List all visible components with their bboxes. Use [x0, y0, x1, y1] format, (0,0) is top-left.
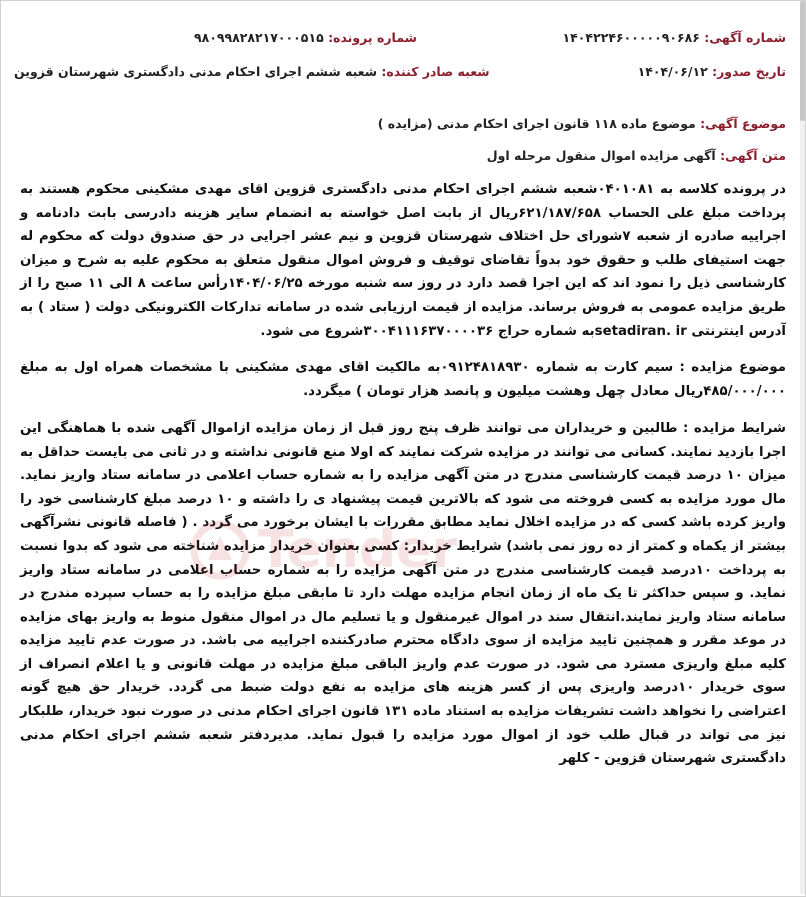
notice-text-value: آگهی مزایده اموال منقول مرحله اول: [486, 148, 716, 163]
subject-label: موضوع آگهی:: [700, 116, 786, 131]
issuer-value: شعبه ششم اجرای احکام مدنی دادگستری شهرستان قزوین: [14, 64, 378, 79]
case-number-value: ۹۸۰۹۹۸۲۸۲۱۷۰۰۰۵۱۵: [194, 30, 324, 45]
meta-row-issue: [10, 64, 792, 98]
notice-number: [563, 30, 786, 45]
body-paragraph-case: در پرونده کلاسه به ۰۴۰۱۰۸۱شعبه ششم اجرای احکام مدنی دادگستری قزوین اقای مهدی مشکینی محکوم هستند به پرداخت مبلغ علی الحساب ۶۲۱/۱۸۷/۶۵۸ریال از بابت اصل خواسته به انضمام سایر هزینه دادرسی بابت دادنامه و اجراییه صادره از شعبه ۷شورای حل اختلاف شهرستان قزوین و نیم عشر اجرایی در حق صندوق دولت که محکوم له جهت استیفای طلب و حقوق خود بدواً تقاضای توقیف و فروش اموال منقول متعلق به محکوم علیه به شرح و میزان کارشناسی ذیل را نمود اند که این اجرا قصد دارد در روز سه شنبه مورخه ۱۴۰۴/۰۶/۲۵رأس ساعت ۸ الی ۱۱ صبح را از طریق مزایده عمومی به فروش برساند. مزایده از قیمت ارزیابی شده در سامانه تدارکات الکترونیکی دولت ( ستاد ) به آدرس اینترنتی setadiran. irبه شماره حراج ۳۰۰۴۱۱۱۶۳۷۰۰۰۰۳۶شروع می شود.: [20, 182, 786, 339]
scrollbar-thumb[interactable]: [800, 1, 805, 121]
notice-number-label: شماره آگهی:: [704, 30, 786, 45]
case-number: [194, 30, 417, 45]
notice-number-value: ۱۴۰۴۲۲۴۶۰۰۰۰۰۹۰۶۸۶: [562, 30, 700, 45]
auction-notice: [10, 30, 792, 784]
notice-text-label: متن آگهی:: [720, 148, 786, 163]
body-paragraph-conditions: شرایط مزایده : طالبین و خریداران می توانند ظرف پنج روز قبل از زمان مزایده ازاموال آگهی شده با هماهنگی این اجرا بازدید نمایند. کسانی می توانند در مزایده شرکت نمایند که اولا منع قانونی نداشته و در ثانی می بایست حداقل به میزان ۱۰ درصد قیمت کارشناسی مندرج در متن آگهی مزایده را به شماره حساب اعلامی در سامانه ستاد واریز نماید. مال مورد مزایده به کسی فروخته می شود که بالاترین قیمت پیشنهاد ی را داشته و ۱۰ درصد مبلغ کارشناسی خود را واریز کرده باشد کسی که در مزایده اخلال نماید مطابق مقررات با ایشان برخورد می گردد . ( فاصله قانونی نشرآگهی بیشتر از یکماه و کمتر از ده روز نمی باشد) شرایط خریدار: کسی بعنوان خریدار مزایده شناخته می شود که بدوا نسبت به پرداخت ۱۰درصد قیمت کارشناسی مندرج در متن آگهی مزایده را به شماره حساب اعلامی در سامانه ستاد واریز نماید. و سپس حداکثر تا یک ماه از زمان انجام مزایده مهلت دارد تا مابقی مبلغ مزایده را به حساب سپرده مندرج در سامانه ستاد واریز نمایند.انتقال سند در اموال غیرمنقول و یا تسلیم مال در اموال منقول منوط به واریز بهای مزایده در موعد مقرر و همچنین تایید مزایده از سوی دادگاه محترم صادرکننده اجراییه می باشد. در صورت عدم تایید مزایده کلیه مبلغ واریزی مسترد می شود. در صورت عدم واریز الباقی مبلغ مزایده در مهلت قانونی و یا اعلام انصراف از سوی خریدار ۱۰درصد واریزی پس از کسر هزینه های مزایده به نفع دولت ضبط می گردد. خریدار حق هیچ گونه اعتراضی را نخواهد داشت تشریفات مزایده به استناد ماده ۱۳۱ قانون اجرای احکام مدنی در صورت نبود خریدار، طلبکار نیز می تواند در قبال طلب خود از اموال مورد مزایده را قبول نماید. مدیردفتر شعبه ششم اجرای احکام مدنی دادگستری شهرستان قزوین - کلهر: [20, 420, 787, 767]
issue-date-value: ۱۴۰۴/۰۶/۱۲: [637, 64, 708, 79]
issue-date-label: تاریخ صدور:: [712, 64, 786, 79]
scrollbar[interactable]: [800, 1, 805, 894]
meta-row-numbers: [10, 30, 792, 64]
notice-text-line: [10, 140, 792, 172]
case-number-label: شماره پرونده:: [328, 30, 417, 45]
issue-date: [638, 64, 786, 79]
body-paragraph-subject: موضوع مزایده : سیم کارت به شماره ۰۹۱۲۴۸۱۸۹۳۰به مالکیت اقای مهدی مشکینی با مشخصات همراه اول به مبلغ ۴۸۵/۰۰۰/۰۰۰ریال معادل چهل وهشت میلیون و پانصد هزار تومان ) میگردد.: [20, 360, 786, 400]
subject-value: موضوع ماده ۱۱۸ قانون اجرای احکام مدنی (مزایده ): [377, 116, 696, 131]
watermark-text: Tender: [258, 520, 457, 580]
issuer-label: شعبه صادر کننده:: [381, 64, 490, 79]
issuer: [14, 64, 490, 79]
subject-line: [10, 108, 792, 140]
